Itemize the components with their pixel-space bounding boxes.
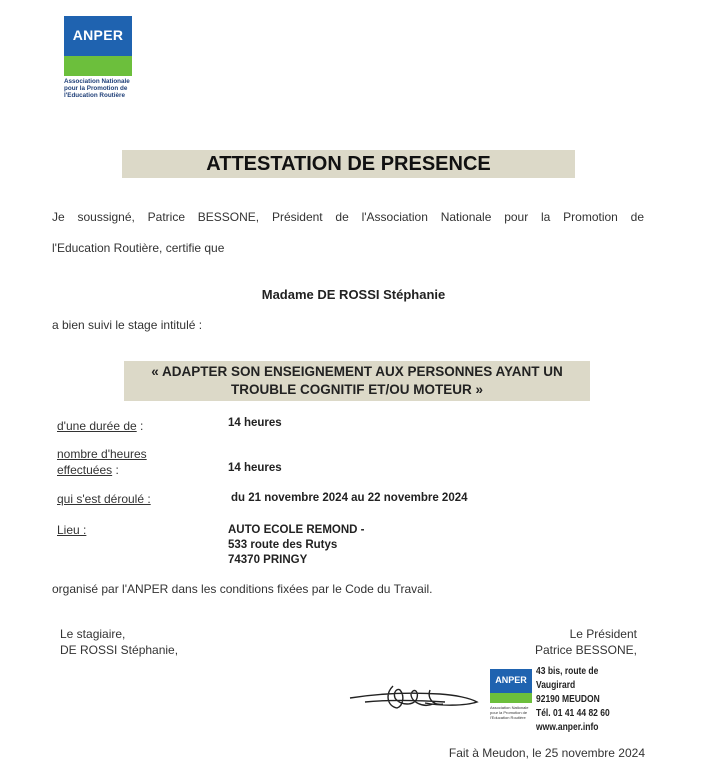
lieu-line: 533 route des Rutys xyxy=(228,539,338,551)
stage-title-line-2: TROUBLE COGNITIF ET/OU MOTEUR » xyxy=(231,382,483,397)
duree-colon: : xyxy=(136,419,144,433)
stage-title xyxy=(124,361,590,401)
president-name: Patrice BESSONE, xyxy=(534,643,637,657)
president-block xyxy=(535,626,637,658)
lieu-line: 74370 PRINGY xyxy=(228,554,308,566)
deroule-value: du 21 novembre 2024 au 22 novembre 2024 xyxy=(231,492,468,504)
anper-logo xyxy=(64,16,134,99)
president-label: Le Président xyxy=(569,627,637,641)
duree-label-text: d'une durée de xyxy=(57,419,137,433)
anper-stamp xyxy=(490,665,650,733)
stamp-address xyxy=(536,665,633,735)
logo-subtitle-line: pour la Promotion de xyxy=(64,85,128,92)
participant-name: Madame DE ROSSI Stéphanie xyxy=(261,287,446,302)
stagiaire-label: Le stagiaire, xyxy=(60,627,126,641)
lieu-label: Lieu : xyxy=(57,523,87,537)
fait-a-date: Fait à Meudon, le 25 novembre 2024 xyxy=(448,746,645,760)
suivi-text: a bien suivi le stage intitulé : xyxy=(52,318,203,332)
stamp-web: www.anper.info xyxy=(536,722,599,733)
stamp-logo xyxy=(490,669,532,703)
nombre-colon: : xyxy=(112,463,119,477)
nombre-heures-label xyxy=(57,447,147,478)
deroule-label: qui s'est déroulé : xyxy=(57,492,151,506)
intro-line-1: Je soussigné, Patrice BESSONE, Président de l'Association Nationale pour la Promotion de xyxy=(52,210,644,224)
duree-value: 14 heures xyxy=(228,417,282,429)
stamp-subtitle: Association Nationale pour la Promotion de l'Education Routière xyxy=(490,705,529,720)
lieu-line: AUTO ECOLE REMOND - xyxy=(228,524,365,536)
lieu-value xyxy=(228,523,365,568)
logo-subtitle xyxy=(64,78,134,99)
stamp-phone: Tél. 01 41 44 82 60 xyxy=(536,708,610,719)
logo-subtitle-line: Association Nationale xyxy=(64,78,130,85)
nombre-label-line-1: nombre d'heures xyxy=(57,447,147,461)
nombre-label-line-2: effectuées xyxy=(57,463,113,477)
anper-logo-mark xyxy=(64,16,132,76)
stamp-logo-text: ANPER xyxy=(495,675,527,685)
stage-title-line-1: « ADAPTER SON ENSEIGNEMENT AUX PERSONNES AYANT UN xyxy=(151,364,563,379)
intro-line-2: l'Education Routière, certifie que xyxy=(52,241,225,255)
stamp-address-line: 43 bis, route de Vaugirard xyxy=(536,666,599,691)
president-signature xyxy=(345,676,485,716)
organise-text: organisé par l'ANPER dans les conditions fixées par le Code du Travail. xyxy=(52,582,433,596)
document-title: ATTESTATION DE PRESENCE xyxy=(122,150,575,178)
stagiaire-block xyxy=(60,626,178,658)
duree-label xyxy=(57,417,143,435)
nombre-heures-value: 14 heures xyxy=(228,462,282,474)
stamp-address-line: 92190 MEUDON xyxy=(536,694,600,705)
logo-subtitle-line: l'Education Routière xyxy=(64,92,125,99)
stagiaire-name: DE ROSSI Stéphanie, xyxy=(60,643,179,657)
logo-name: ANPER xyxy=(72,27,124,43)
